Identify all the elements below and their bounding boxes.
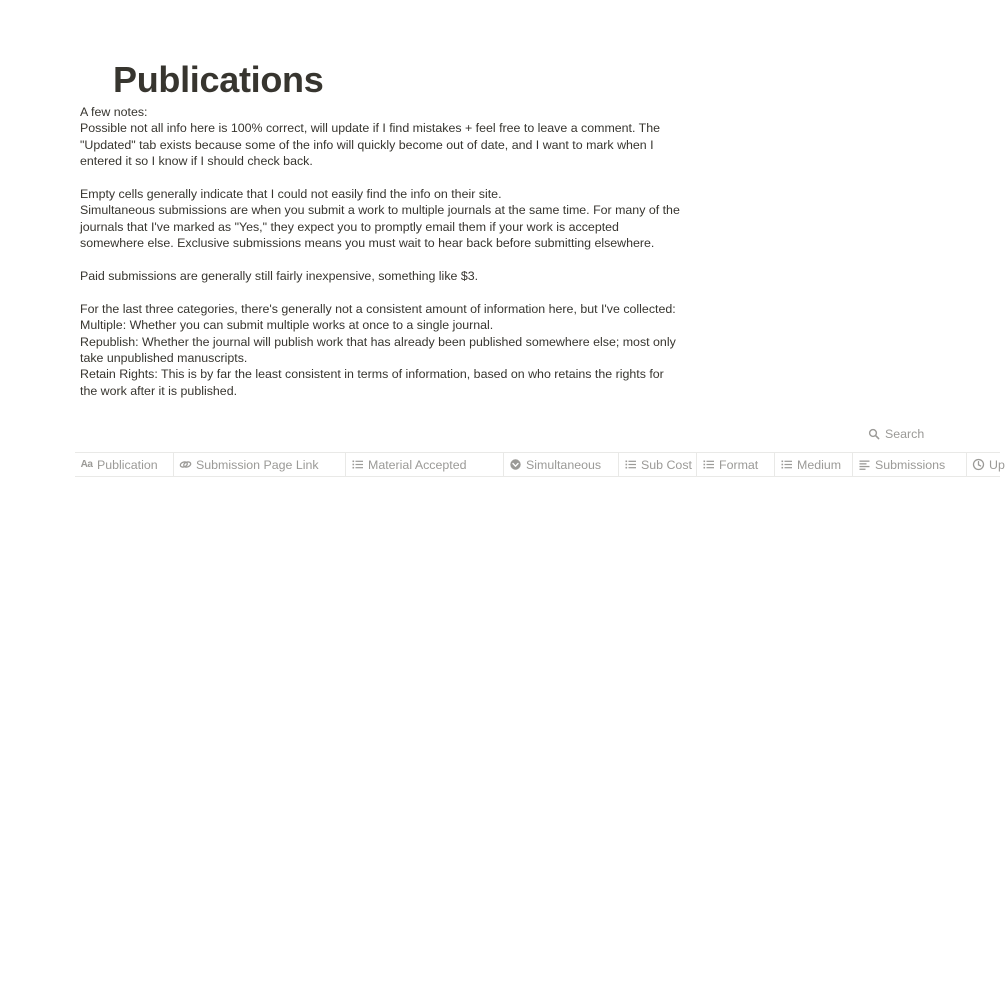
column-header-medium[interactable] (775, 453, 853, 476)
column-header-submission-page-link[interactable] (174, 453, 346, 476)
column-header-format[interactable] (697, 453, 775, 476)
search-button[interactable] (868, 425, 924, 443)
column-label: Submission Page Link (196, 457, 319, 472)
note-line: For the last three categories, there's generally not a consistent amount of information here, but I've collected: (80, 301, 676, 316)
note-line: Republish: Whether the journal will publish work that has already been published somewhere else; most only take unpublished manuscripts. (80, 334, 676, 366)
multi-select-icon (702, 458, 715, 471)
note-line: Retain Rights: This is by far the least consistent in terms of information, based on who retains the rights for the work after it is published. (80, 367, 664, 398)
select-icon (509, 458, 522, 471)
title-text-icon: Aa (80, 459, 93, 470)
text-icon (858, 458, 871, 471)
column-label: Medium (797, 457, 842, 472)
search-icon (868, 428, 880, 440)
column-label: Format (719, 457, 759, 472)
clock-icon (972, 458, 985, 471)
blank-line (80, 252, 680, 268)
link-icon (179, 458, 192, 471)
column-header-simultaneous[interactable] (504, 453, 619, 476)
note-line: Multiple: Whether you can submit multiple works at once to a single journal. (80, 318, 494, 333)
multi-select-icon (780, 458, 793, 471)
column-header-updated[interactable] (967, 453, 1007, 476)
multi-select-icon (351, 458, 364, 471)
note-line: A few notes: (80, 105, 148, 119)
column-header-material-accepted[interactable] (346, 453, 504, 476)
column-header-publication[interactable] (75, 453, 174, 476)
blank-line (80, 170, 680, 186)
column-header-sub-cost[interactable] (619, 453, 697, 476)
search-label: Search (885, 427, 925, 441)
note-line: Paid submissions are generally still fairly inexpensive, something like $3. (80, 269, 479, 284)
column-label: Material Accepted (368, 457, 467, 472)
table-header-row (75, 452, 1005, 477)
column-label: Publication (97, 457, 158, 472)
blank-line (80, 284, 680, 300)
page-title: Publications (113, 59, 324, 100)
column-label: Up (989, 457, 1005, 472)
note-line: Simultaneous submissions are when you submit a work to multiple journals at the same time. For many of the journals that I've marked as "Yes," they expect you to promptly email them if your work is accepted somewhere else. Exclusive submissions means you must wait to hear back before submitting elsewhere. (80, 203, 680, 251)
column-header-submissions[interactable] (853, 453, 967, 476)
multi-select-icon (624, 458, 637, 471)
note-line: Empty cells generally indicate that I could not easily find the info on their site. (80, 187, 502, 202)
note-line: Possible not all info here is 100% correct, will update if I find mistakes + feel free to leave a comment. The "Updated" tab exists because some of the info will quickly become out of date, and I want to mark when I entered it so I know if I should check back. (80, 121, 661, 169)
column-label: Simultaneous (526, 457, 602, 472)
notes-block (80, 104, 680, 399)
column-label: Sub Cost (641, 457, 692, 472)
column-label: Submissions (875, 457, 946, 472)
